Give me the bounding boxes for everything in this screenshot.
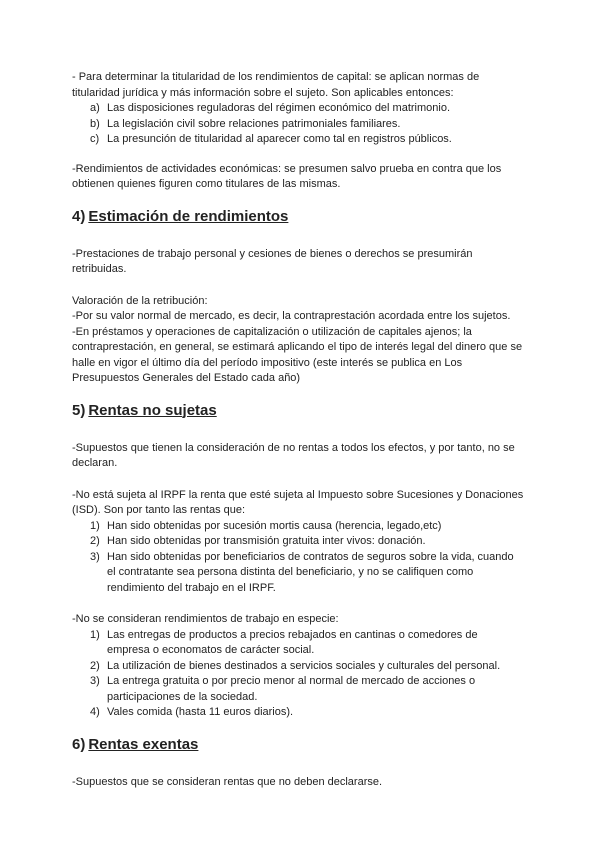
list-marker: 3)	[90, 550, 100, 563]
list-item	[72, 117, 536, 133]
paragraph-line: -En préstamos y operaciones de capitalización o utilización de capitales ajenos; la	[72, 325, 472, 338]
section-4-heading	[72, 207, 536, 227]
paragraph-line: -No se consideran rendimientos de trabajo en especie:	[72, 613, 339, 625]
paragraph-line: (ISD). Son por tanto las rentas que:	[72, 504, 246, 516]
in-kind-list	[72, 628, 536, 721]
list-item-text: La presunción de titularidad al aparecer como tal en registros públicos.	[107, 133, 452, 145]
economic-activities-line: -Rendimientos de actividades económicas: se presumen salvo prueba en contra que los	[72, 162, 502, 175]
list-item-text: participaciones de la sociedad.	[107, 690, 258, 703]
list-item-text: Las disposiciones reguladoras del régimen económico del matrimonio.	[107, 102, 451, 114]
list-item-text: empresa o economatos de carácter social.	[107, 644, 315, 656]
paragraph-line: retribuidas.	[72, 263, 127, 275]
economic-activities-line: obtienen quienes figuren como titulares de las mismas.	[72, 178, 341, 190]
list-item-text: Vales comida (hasta 11 euros diarios).	[107, 706, 294, 718]
list-item	[72, 550, 536, 597]
paragraph-line: -Prestaciones de trabajo personal y cesiones de bienes o derechos se presumirán	[72, 247, 473, 260]
section-number: 6)	[72, 735, 86, 753]
list-item-text: el contratante sea persona distinta del beneficiario, y no se califiquen como	[107, 566, 474, 578]
list-marker: 3)	[90, 675, 100, 687]
section-title: Rentas no sujetas	[88, 401, 217, 419]
list-item-text: Las entregas de productos a precios rebajados en cantinas o comedores de	[107, 628, 478, 641]
section-number: 4)	[72, 207, 86, 225]
list-item-text: Han sido obtenidas por transmisión gratuita inter vivos: donación.	[107, 535, 426, 547]
paragraph-line: -No está sujeta al IRPF la renta que esté sujeta al Impuesto sobre Sucesiones y Donaciones	[72, 488, 524, 501]
list-marker: 2)	[90, 535, 100, 547]
paragraph-line: -Por su valor normal de mercado, es decir, la contraprestación acordada entre los sujetos.	[72, 310, 511, 322]
list-item	[72, 101, 536, 117]
paragraph-line: contraprestación, en general, se estimará aplicando el tipo de interés legal del dinero que se	[72, 341, 523, 353]
intro-paragraph-line: - Para determinar la titularidad de los rendimientos de capital: se aplican normas de	[72, 71, 480, 83]
list-marker: b)	[90, 117, 100, 130]
paragraph-line: declaran.	[72, 457, 118, 469]
list-item-text: La utilización de bienes destinados a servicios sociales y culturales del personal.	[107, 659, 501, 672]
section-6-heading	[72, 735, 536, 755]
list-item	[72, 628, 536, 659]
list-item-text: La entrega gratuita o por precio menor al normal de mercado de acciones o	[107, 675, 476, 687]
list-item-text: Han sido obtenidas por sucesión mortis causa (herencia, legado,etc)	[107, 519, 442, 532]
section-title: Estimación de rendimientos	[88, 207, 289, 225]
list-item	[72, 674, 536, 705]
not-subject-list	[72, 519, 536, 597]
section-title: Rentas exentas	[88, 735, 199, 753]
list-item	[72, 705, 536, 721]
list-item-text: rendimiento del trabajo en el IRPF.	[107, 581, 276, 594]
list-item	[72, 132, 536, 148]
section-5-heading	[72, 401, 536, 421]
valuation-title: Valoración de la retribución:	[72, 294, 208, 307]
list-marker: c)	[90, 133, 100, 145]
list-marker: 1)	[90, 519, 100, 532]
section-number: 5)	[72, 401, 86, 419]
list-item	[72, 519, 536, 535]
list-marker: a)	[90, 102, 100, 114]
intro-paragraph-line: titularidad jurídica y más información sobre el sujeto. Son aplicables entonces:	[72, 86, 454, 99]
intro-list	[72, 101, 536, 148]
paragraph-line: -Supuestos que se consideran rentas que no deben declararse.	[72, 775, 383, 788]
list-item-text: La legislación civil sobre relaciones patrimoniales familiares.	[107, 117, 401, 130]
paragraph-line: Presupuestos Generales del Estado cada año)	[72, 372, 301, 384]
list-item-text: Han sido obtenidas por beneficiarios de contratos de seguros sobre la vida, cuando	[107, 550, 514, 563]
list-marker: 2)	[90, 659, 100, 672]
paragraph-line: halle en vigor el último día del período impositivo (este interés se publica en Los	[72, 356, 463, 369]
list-item	[72, 659, 536, 675]
paragraph-line: -Supuestos que tienen la consideración de no rentas a todos los efectos, y por tanto, no se	[72, 441, 515, 454]
list-marker: 1)	[90, 628, 100, 641]
list-item	[72, 534, 536, 550]
list-marker: 4)	[90, 706, 100, 718]
